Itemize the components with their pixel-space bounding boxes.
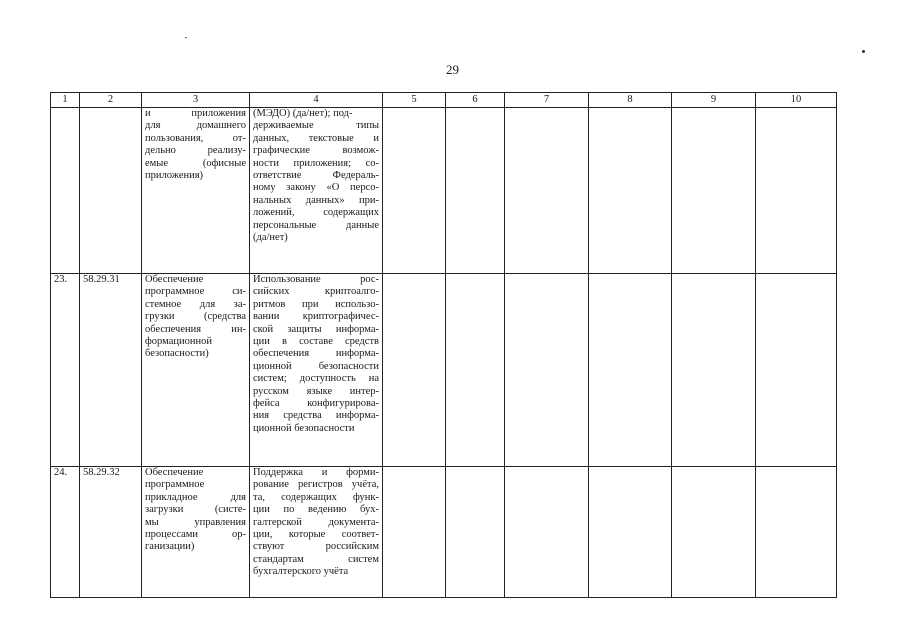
row-desc-line: ложений, содержащих [253,207,379,219]
row-name-line: ганизации) [145,541,195,553]
empty-cell [672,274,756,467]
header-col-8: 8 [589,93,672,108]
row-name-line: емые (офисные [145,157,246,169]
row-desc-line: та, содержащих функ- [253,491,379,503]
row-name [142,274,250,467]
header-col-2: 2 [80,93,142,108]
scan-speck [862,50,865,53]
row-desc-line: ному закону «О персо- [253,182,379,194]
scan-speck [185,37,187,38]
row-desc-line: ности приложения; со- [253,157,379,169]
row-desc-line: графические возмож- [253,145,379,157]
row-desc-line: ции по ведению бух- [253,504,379,516]
row-name-line: загрузки (систе- [145,504,246,516]
row-desc-line: сийских криптоалго- [253,286,379,298]
row-desc-line: ствуют российским [253,541,379,553]
empty-cell [446,467,505,598]
row-code: 58.29.32 [80,467,142,598]
row-desc-line: держиваемые типы [253,120,379,132]
row-desc-line: вании криптографичес- [253,311,379,323]
header-col-6: 6 [446,93,505,108]
row-name-line: стемное для за- [145,298,246,310]
empty-cell [672,467,756,598]
row-name-line: и приложения [145,108,246,119]
empty-cell [672,108,756,274]
header-col-1: 1 [51,93,80,108]
empty-cell [505,274,589,467]
empty-cell [589,108,672,274]
row-desc-line: данных, текстовые и [253,132,379,144]
table-row [51,108,837,274]
row-name [142,467,250,598]
row-number: 23. [51,274,80,467]
row-desc-line: Использование рос- [253,274,379,285]
empty-cell [589,274,672,467]
row-name-line: Обеспечение [145,467,204,478]
row-name-line: приложения) [145,170,204,182]
header-col-10: 10 [756,93,837,108]
row-desc-line: ционной безопасности [253,422,355,434]
row-desc-line: рование регистров учёта, [253,479,379,491]
table-row [51,274,837,467]
row-number [51,108,80,274]
empty-cell [589,467,672,598]
header-col-9: 9 [672,93,756,108]
header-col-3: 3 [142,93,250,108]
header-col-7: 7 [505,93,589,108]
row-desc-line: галтерской документа- [253,516,379,528]
row-desc-line: персональные данные [253,219,379,231]
row-desc-line: фейса конфигурирова- [253,398,379,410]
empty-cell [383,108,446,274]
row-desc-line: ответствие Федераль- [253,170,379,182]
header-col-4: 4 [250,93,383,108]
row-code [80,108,142,274]
row-desc-line: ской защиты информа- [253,323,379,335]
empty-cell [383,467,446,598]
row-name-line: дельно реализу- [145,145,246,157]
row-description [250,467,383,598]
row-desc-line: Поддержка и форми- [253,467,379,478]
header-col-5: 5 [383,93,446,108]
row-desc-line: систем; доступность на [253,373,379,385]
row-name-line: мы управления [145,516,246,528]
empty-cell [756,274,837,467]
row-desc-line: обеспечения информа- [253,348,379,360]
empty-cell [505,467,589,598]
row-description [250,108,383,274]
row-name-line: процессами ор- [145,529,246,541]
row-name-line: программное си- [145,286,246,298]
row-name-line: программное [145,479,205,491]
header-row [51,93,837,108]
row-name-line: грузки (средства [145,311,246,323]
row-name-line: для домашнего [145,120,246,132]
empty-cell [446,108,505,274]
row-name-line: безопасности) [145,348,209,360]
row-code: 58.29.31 [80,274,142,467]
row-desc-line: бухгалтерского учёта [253,566,349,578]
page-number: 29 [446,62,459,77]
empty-cell [505,108,589,274]
empty-cell [756,108,837,274]
row-desc-line: (да/нет) [253,232,288,244]
row-desc-line: ритмов при использо- [253,298,379,310]
row-name [142,108,250,274]
row-desc-line: ции, которые соответ- [253,529,379,541]
row-desc-line: ционной безопасности [253,360,379,372]
table-row [51,467,837,598]
row-desc-line: русском языке интер- [253,385,379,397]
row-name-line: пользования, от- [145,132,246,144]
data-table [50,92,837,598]
empty-cell [756,467,837,598]
row-desc-line: стандартам систем [253,553,379,565]
row-name-line: Обеспечение [145,274,204,285]
row-name-line: обеспечения ин- [145,323,246,335]
row-desc-line: ции в составе средств [253,336,379,348]
row-desc-line: нальных данных» при- [253,194,379,206]
row-desc-line: ния средства информа- [253,410,379,422]
empty-cell [383,274,446,467]
empty-cell [446,274,505,467]
row-name-line: прикладное для [145,491,246,503]
row-description [250,274,383,467]
row-name-line: формационной [145,336,212,348]
row-number: 24. [51,467,80,598]
row-desc-line: (МЭДО) (да/нет); под- [253,108,353,119]
